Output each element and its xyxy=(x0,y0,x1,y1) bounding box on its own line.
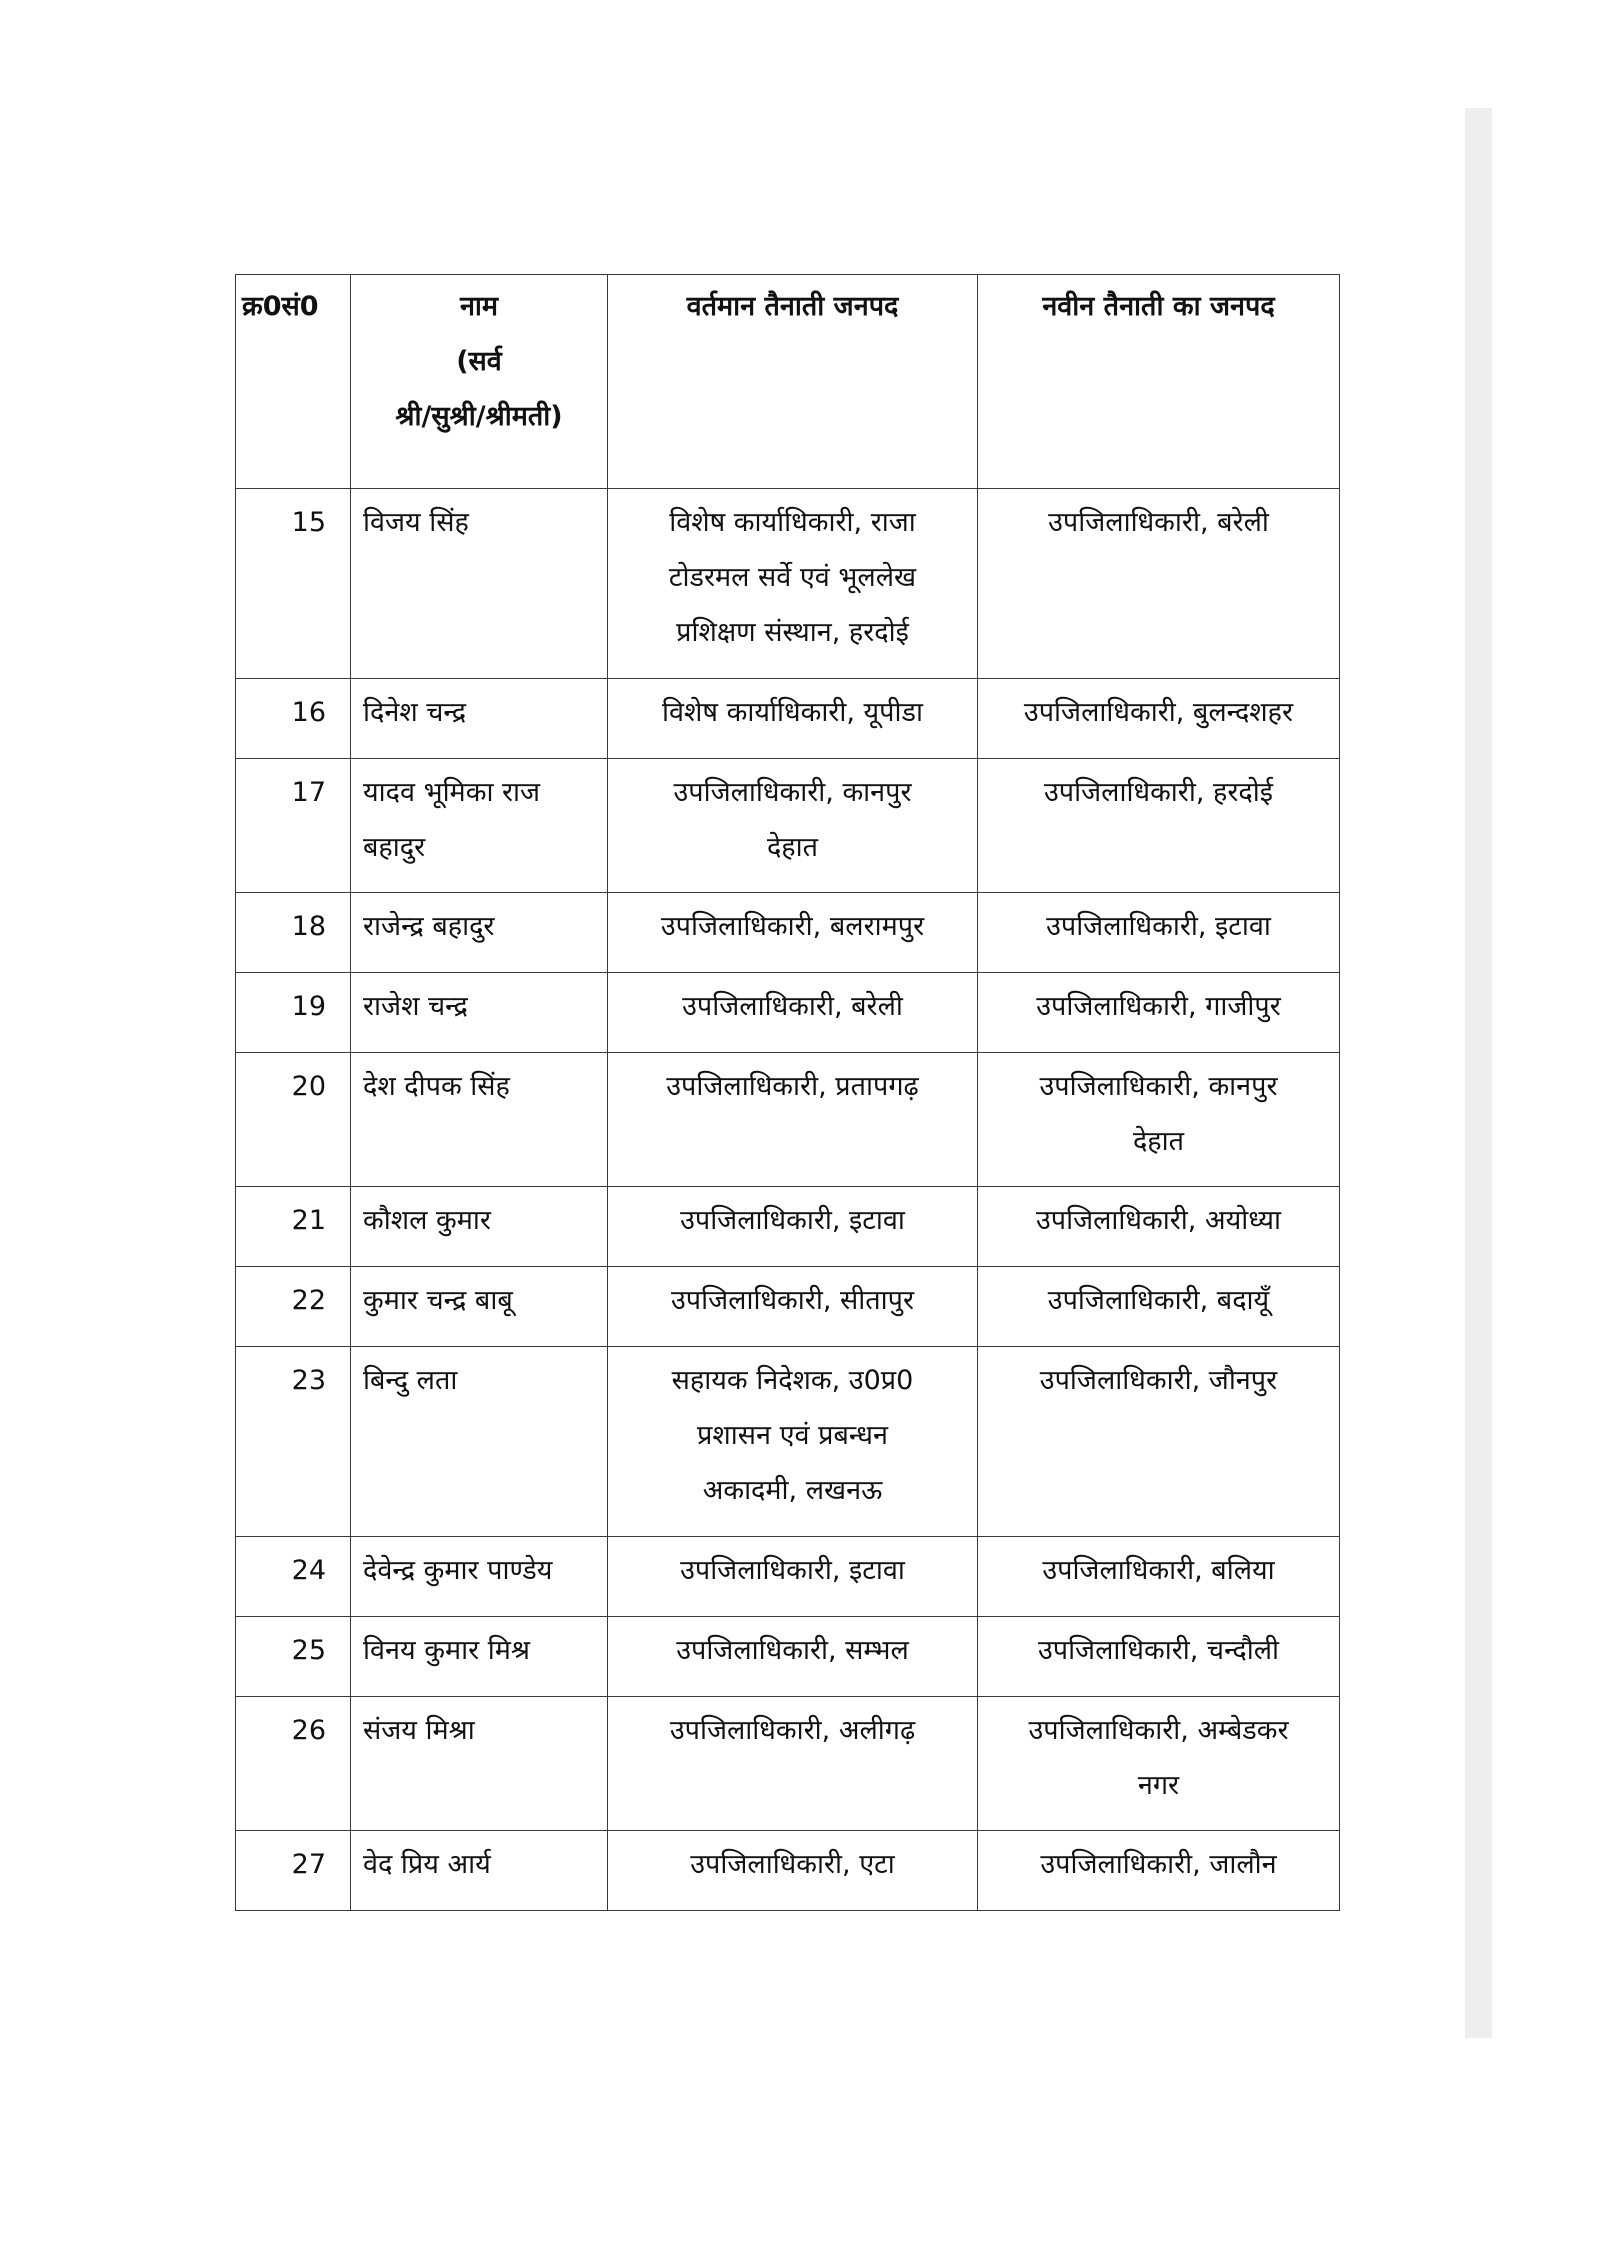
serial-cell: 21 xyxy=(236,1187,351,1267)
current-posting-cell-line: उपजिलाधिकारी, अलीगढ़ xyxy=(669,1715,916,1746)
name-cell xyxy=(351,973,608,1053)
table-body xyxy=(236,489,1340,1911)
name-cell-line: देवेन्द्र कुमार पाण्डेय xyxy=(363,1555,553,1586)
new-posting-cell-line: उपजिलाधिकारी, इटावा xyxy=(1046,911,1271,942)
new-posting-cell-line: उपजिलाधिकारी, बदायूँ xyxy=(1047,1285,1270,1316)
name-cell-line: विजय सिंह xyxy=(363,507,469,538)
header-new-posting-label: नवीन तैनाती का जनपद xyxy=(1042,291,1275,322)
serial-cell: 22 xyxy=(236,1267,351,1347)
name-cell xyxy=(351,893,608,973)
serial-cell: 15 xyxy=(236,489,351,679)
current-posting-cell-line: प्रशिक्षण संस्थान, हरदोई xyxy=(676,617,909,648)
new-posting-cell xyxy=(978,1347,1340,1537)
new-posting-cell xyxy=(978,679,1340,759)
table-row xyxy=(236,973,1340,1053)
serial-cell: 16 xyxy=(236,679,351,759)
new-posting-cell-line: उपजिलाधिकारी, बरेली xyxy=(1048,507,1269,538)
new-posting-cell-line: उपजिलाधिकारी, बुलन्दशहर xyxy=(1023,697,1294,728)
new-posting-cell-line: उपजिलाधिकारी, अयोध्या xyxy=(1035,1205,1282,1236)
current-posting-cell-line: उपजिलाधिकारी, एटा xyxy=(690,1849,895,1880)
header-row xyxy=(236,275,1340,489)
current-posting-cell xyxy=(608,1187,978,1267)
new-posting-cell-line: उपजिलाधिकारी, जालौन xyxy=(1040,1849,1277,1880)
current-posting-cell xyxy=(608,1347,978,1537)
serial-cell: 20 xyxy=(236,1053,351,1187)
name-cell-line: राजेश चन्द्र xyxy=(363,991,468,1022)
name-cell xyxy=(351,1617,608,1697)
current-posting-cell-line: उपजिलाधिकारी, कानपुर xyxy=(673,777,912,808)
new-posting-cell-line: उपजिलाधिकारी, गाजीपुर xyxy=(1036,991,1281,1022)
name-cell-line: वेद प्रिय आर्य xyxy=(363,1849,491,1880)
page-edge-strip xyxy=(1465,108,1492,2038)
name-cell-line: बिन्दु लता xyxy=(363,1365,458,1396)
current-posting-cell xyxy=(608,759,978,893)
new-posting-cell xyxy=(978,1831,1340,1911)
name-cell-line: कुमार चन्द्र बाबू xyxy=(363,1285,513,1316)
new-posting-cell xyxy=(978,1617,1340,1697)
name-cell-line: संजय मिश्रा xyxy=(363,1715,475,1746)
table-row xyxy=(236,679,1340,759)
name-cell-line: यादव भूमिका राज xyxy=(363,777,541,808)
name-cell-line: बहादुर xyxy=(363,832,426,863)
header-name xyxy=(351,275,608,489)
serial-cell: 24 xyxy=(236,1537,351,1617)
name-cell xyxy=(351,1347,608,1537)
new-posting-cell-line: नगर xyxy=(1137,1770,1180,1801)
posting-table xyxy=(235,274,1340,1911)
new-posting-cell-line: देहात xyxy=(1132,1126,1185,1157)
current-posting-cell xyxy=(608,1053,978,1187)
current-posting-cell xyxy=(608,679,978,759)
header-serial-label: क्र0सं0 xyxy=(242,291,319,322)
new-posting-cell xyxy=(978,1537,1340,1617)
current-posting-cell-line: अकादमी, लखनऊ xyxy=(702,1475,883,1506)
current-posting-cell xyxy=(608,893,978,973)
table-row xyxy=(236,1617,1340,1697)
table-row xyxy=(236,1267,1340,1347)
current-posting-cell xyxy=(608,1537,978,1617)
header-current-posting-label: वर्तमान तैनाती जनपद xyxy=(686,291,899,322)
current-posting-cell xyxy=(608,1831,978,1911)
current-posting-cell-line: उपजिलाधिकारी, इटावा xyxy=(680,1205,905,1236)
new-posting-cell xyxy=(978,759,1340,893)
new-posting-cell-line: उपजिलाधिकारी, बलिया xyxy=(1042,1555,1275,1586)
header-name-sub-2: श्री/सुश्री/श्रीमती) xyxy=(395,401,563,432)
new-posting-cell-line: उपजिलाधिकारी, हरदोई xyxy=(1044,777,1273,808)
new-posting-cell xyxy=(978,489,1340,679)
table-row xyxy=(236,1347,1340,1537)
new-posting-cell-line: उपजिलाधिकारी, जौनपुर xyxy=(1039,1365,1278,1396)
serial-cell: 19 xyxy=(236,973,351,1053)
current-posting-cell-line: उपजिलाधिकारी, प्रतापगढ़ xyxy=(666,1071,919,1102)
current-posting-cell-line: उपजिलाधिकारी, सम्भल xyxy=(676,1635,909,1666)
new-posting-cell xyxy=(978,973,1340,1053)
header-serial xyxy=(236,275,351,489)
current-posting-cell-line: उपजिलाधिकारी, इटावा xyxy=(680,1555,905,1586)
current-posting-cell xyxy=(608,1697,978,1831)
current-posting-cell xyxy=(608,973,978,1053)
name-cell xyxy=(351,759,608,893)
table-row xyxy=(236,893,1340,973)
current-posting-cell xyxy=(608,1267,978,1347)
serial-cell: 23 xyxy=(236,1347,351,1537)
table-row xyxy=(236,1053,1340,1187)
new-posting-cell-line: उपजिलाधिकारी, चन्दौली xyxy=(1037,1635,1280,1666)
header-new-posting xyxy=(978,275,1340,489)
name-cell xyxy=(351,1187,608,1267)
current-posting-cell-line: देहात xyxy=(766,832,819,863)
serial-cell: 17 xyxy=(236,759,351,893)
name-cell-line: देश दीपक सिंह xyxy=(363,1071,510,1102)
name-cell-line: दिनेश चन्द्र xyxy=(363,697,467,728)
current-posting-cell xyxy=(608,1617,978,1697)
name-cell xyxy=(351,1537,608,1617)
serial-cell: 26 xyxy=(236,1697,351,1831)
current-posting-cell-line: सहायक निदेशक, उ0प्र0 xyxy=(671,1365,914,1396)
table-row xyxy=(236,489,1340,679)
name-cell xyxy=(351,1697,608,1831)
current-posting-cell xyxy=(608,489,978,679)
table-row xyxy=(236,1831,1340,1911)
serial-cell: 25 xyxy=(236,1617,351,1697)
table-row xyxy=(236,1537,1340,1617)
current-posting-cell-line: टोडरमल सर्वे एवं भूललेख xyxy=(668,562,917,593)
new-posting-cell-line: उपजिलाधिकारी, अम्बेडकर xyxy=(1028,1715,1289,1746)
new-posting-cell xyxy=(978,1697,1340,1831)
name-cell xyxy=(351,489,608,679)
name-cell xyxy=(351,1053,608,1187)
current-posting-cell-line: विशेष कार्याधिकारी, राजा xyxy=(669,507,916,538)
serial-cell: 18 xyxy=(236,893,351,973)
table-row xyxy=(236,1697,1340,1831)
current-posting-cell-line: उपजिलाधिकारी, सीतापुर xyxy=(671,1285,914,1316)
header-current-posting xyxy=(608,275,978,489)
new-posting-cell xyxy=(978,893,1340,973)
new-posting-cell-line: उपजिलाधिकारी, कानपुर xyxy=(1039,1071,1278,1102)
name-cell-line: विनय कुमार मिश्र xyxy=(363,1635,530,1666)
table-row xyxy=(236,759,1340,893)
name-cell-line: राजेन्द्र बहादुर xyxy=(363,911,495,942)
header-name-sub-1: (सर्व xyxy=(456,346,502,377)
name-cell xyxy=(351,679,608,759)
name-cell xyxy=(351,1831,608,1911)
name-cell-line: कौशल कुमार xyxy=(363,1205,491,1236)
current-posting-cell-line: प्रशासन एवं प्रबन्धन xyxy=(697,1420,888,1451)
name-cell xyxy=(351,1267,608,1347)
current-posting-cell-line: उपजिलाधिकारी, बरेली xyxy=(682,991,903,1022)
table-row xyxy=(236,1187,1340,1267)
header-name-label: नाम xyxy=(459,291,499,322)
serial-cell: 27 xyxy=(236,1831,351,1911)
new-posting-cell xyxy=(978,1187,1340,1267)
new-posting-cell xyxy=(978,1053,1340,1187)
current-posting-cell-line: विशेष कार्याधिकारी, यूपीडा xyxy=(662,697,923,728)
new-posting-cell xyxy=(978,1267,1340,1347)
current-posting-cell-line: उपजिलाधिकारी, बलरामपुर xyxy=(660,911,925,942)
